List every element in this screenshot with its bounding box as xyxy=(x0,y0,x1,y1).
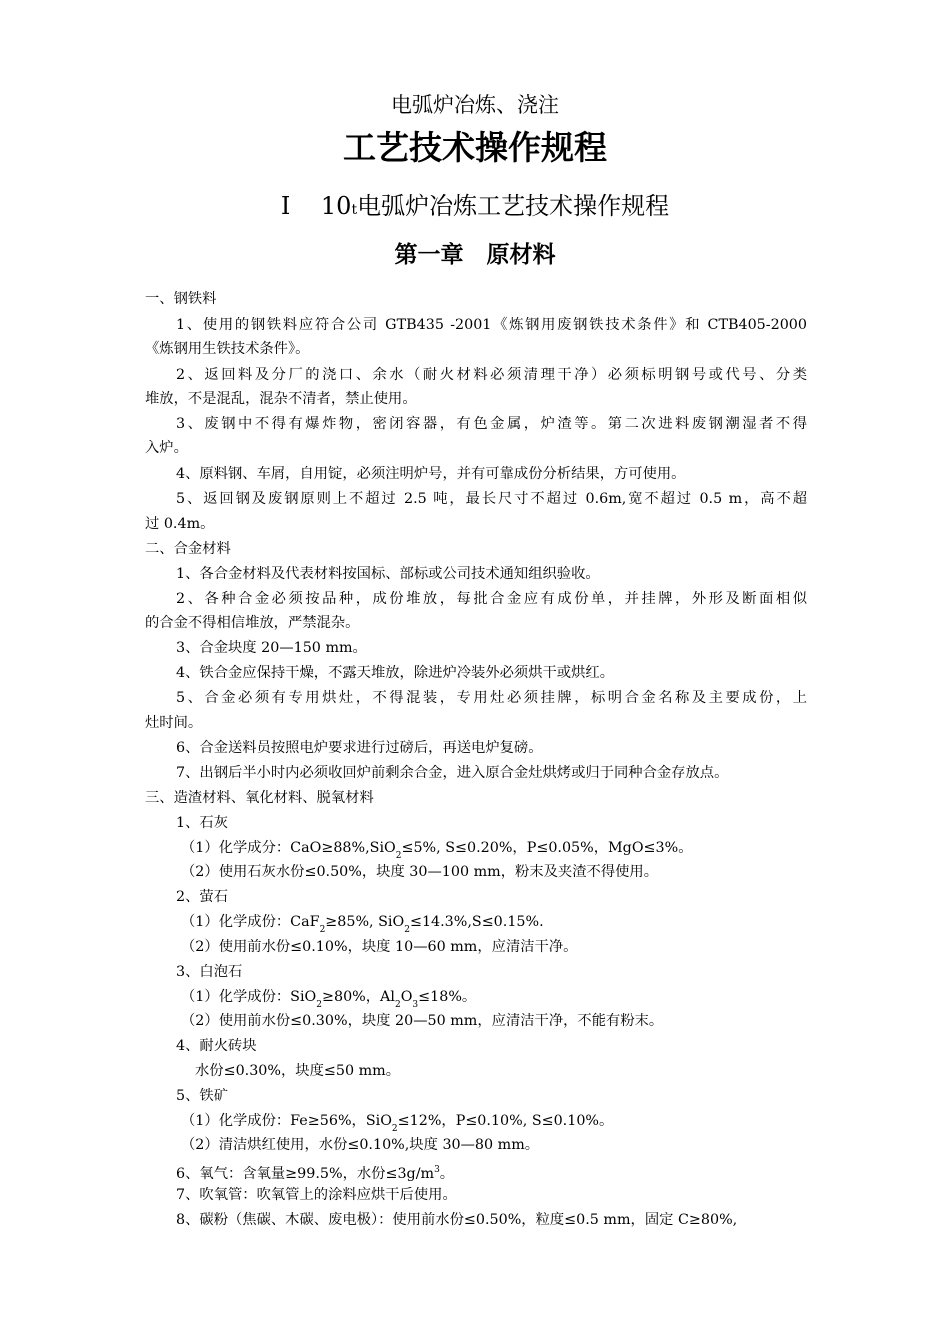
subscript: 3 xyxy=(412,1000,419,1010)
usage-line-dolomite: （2）使用前水份≤0.30%，块度 20—50 mm，应清洁干净，不能有粉末。 xyxy=(181,1013,664,1029)
section-heading-steel: 一、钢铁料 xyxy=(145,291,217,307)
paragraph-line: 灶时间。 xyxy=(145,715,203,731)
paragraph-line: 《炼钢用生铁技术条件》。 xyxy=(145,341,310,357)
paragraph-line: 过 0.4m。 xyxy=(145,516,215,532)
item-title-dolomite: 3、白泡石 xyxy=(176,964,243,980)
paragraph-line: 的合金不得相信堆放，严禁混杂。 xyxy=(145,615,360,631)
paragraph-line: 堆放，不是混乱，混杂不清者，禁止使用。 xyxy=(145,391,417,407)
item-title-fluorite: 2、萤石 xyxy=(176,889,228,905)
paragraph-line: 1、使用的钢铁料应符合公司 GTB435 -2001《炼钢用废钢铁技术条件》和 CTB405-2000 xyxy=(176,317,807,333)
paragraph-line: 7、出钢后半小时内必须收回炉前剩余合金，进入原合金灶烘烤或归于同种合金存放点。 xyxy=(176,765,729,781)
section-tonnage: 10 xyxy=(320,192,352,220)
subscript: 2 xyxy=(391,1124,398,1134)
composition-line-dolomite: （1）化学成份：SiO$_2$≥80%，$Al_2O_3\le 18\%$。 xyxy=(181,989,477,1010)
item-title-brick: 4、耐火砖块 xyxy=(176,1038,257,1054)
section-heading-slag: 三、造渣材料、氧化材料、脱氧材料 xyxy=(145,790,374,806)
paragraph-line: 5、返回钢及废钢原则上不超过 2.5 吨，最长尺寸不超过 0.6m,宽不超过 0.5 m，高不超 xyxy=(176,491,807,507)
composition-line-lime: （1）化学成分：CaO≥88%,SiO$_2$≤5%, S≤0.20%，P≤0.05%，MgO≤3%。 xyxy=(181,840,693,861)
section-title xyxy=(0,190,950,226)
usage-line-brick: 水份≤0.30%，块度≤50 mm。 xyxy=(195,1063,401,1079)
paragraph-line: 1、各合金材料及代表材料按国标、部标或公司技术通知组织验收。 xyxy=(176,566,600,582)
subscript: 2 xyxy=(316,1000,322,1010)
subscript: 2 xyxy=(319,925,326,935)
composition-line-fluorite: （1）化学成份：CaF$_2$≥85%, SiO$_2$≤14.3%,S≤0.15%. xyxy=(181,914,544,935)
usage-line-ore: （2）清洁烘红使用，水份≤0.10%,块度 30—80 mm。 xyxy=(181,1137,540,1153)
usage-line-lime: （2）使用石灰水份≤0.50%，块度 30—100 mm，粉末及夹渣不得使用。 xyxy=(181,864,659,880)
subscript: 2 xyxy=(395,851,402,861)
superscript: 3 xyxy=(434,1165,440,1175)
paragraph-line: 4、铁合金应保持干燥，不露天堆放，除进炉冷装外必须烘干或烘红。 xyxy=(176,665,614,681)
document-title-main: 工艺技术操作规程 xyxy=(343,128,607,167)
section-heading-alloy: 二、合金材料 xyxy=(145,541,231,557)
item-oxygen: 6、氧气：含氧量≥99.5%，水份$\le 3g/m^3$。 xyxy=(176,1165,455,1182)
paragraph-line: 入炉。 xyxy=(145,440,188,456)
paragraph-line: 3、废钢中不得有爆炸物，密闭容器，有色金属，炉渣等。第二次进料废钢潮湿者不得 xyxy=(176,416,807,432)
paragraph-line: 2、各种合金必须按品种，成份堆放，每批合金应有成份单，并挂牌，外形及断面相似 xyxy=(176,591,807,607)
paragraph-line: 6、合金送料员按照电炉要求进行过磅后，再送电炉复磅。 xyxy=(176,740,543,756)
paragraph-line: 2、返回料及分厂的浇口、余水（耐火材料必须清理干净）必须标明钢号或代号、分类 xyxy=(176,367,807,383)
paragraph-line: 4、原料钢、车屑，自用锭，必须注明炉号，并有可靠成份分析结果，方可使用。 xyxy=(176,466,686,482)
section-roman: I xyxy=(280,192,291,220)
chapter-title: 第一章 原材料 xyxy=(394,242,556,268)
item-carbon: 8、碳粉（焦碳、木碳、废电极）：使用前水份≤0.50%，粒度≤0.5 mm，固定 C≥80%, xyxy=(176,1212,738,1228)
paragraph-line: 5、合金必须有专用烘灶，不得混装，专用灶必须挂牌，标明合金名称及主要成份，上 xyxy=(176,690,807,706)
paragraph-line: 3、合金块度 20—150 mm。 xyxy=(176,640,367,656)
subscript: 2 xyxy=(394,1000,401,1010)
section-title-text: 电弧炉冶炼工艺技术操作规程 xyxy=(357,192,670,220)
usage-line-fluorite: （2）使用前水份≤0.10%，块度 10—60 mm，应清洁干净。 xyxy=(181,939,578,955)
document-title-line1: 电弧炉冶炼、浇注 xyxy=(391,93,559,117)
subscript: 2 xyxy=(404,925,410,935)
composition-line-ore: （1）化学成份：Fe≥56%，SiO$_2$≤12%，P≤0.10%, S≤0.10%。 xyxy=(181,1113,614,1134)
item-title-lime: 1、石灰 xyxy=(176,815,228,831)
section-tonnage-unit: t xyxy=(351,202,358,218)
item-title-ore: 5、铁矿 xyxy=(176,1088,228,1104)
item-oxygen-pipe: 7、吹氧管：吹氧管上的涂料应烘干后使用。 xyxy=(176,1187,457,1203)
